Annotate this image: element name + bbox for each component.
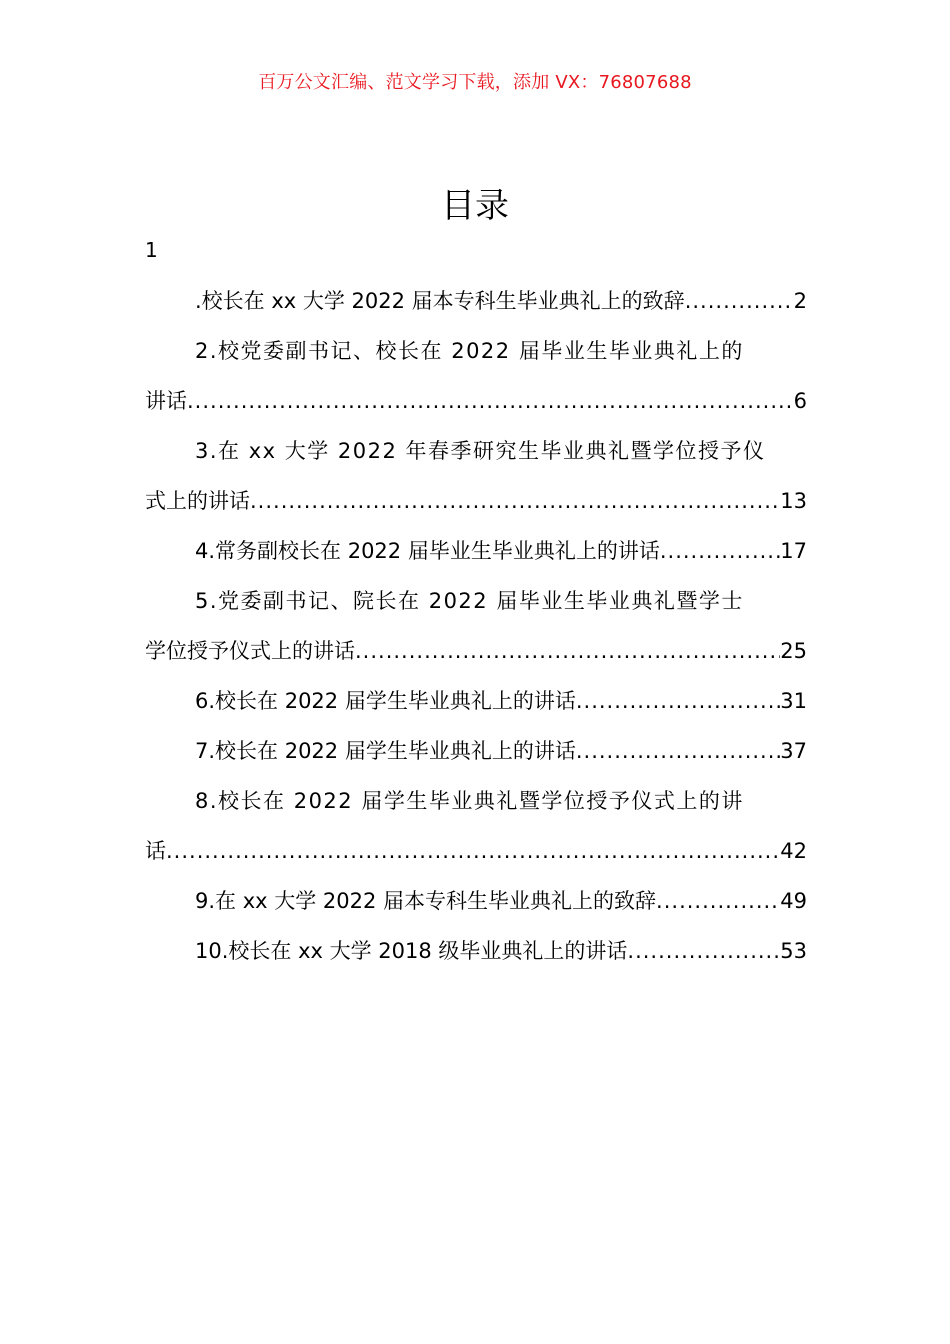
stray-number: 1 bbox=[145, 238, 158, 262]
toc-entry[interactable] bbox=[145, 726, 807, 776]
toc-page-number: 31 bbox=[780, 689, 807, 713]
toc-entry[interactable] bbox=[145, 926, 807, 976]
toc-line bbox=[145, 676, 807, 726]
toc-entry[interactable] bbox=[145, 426, 807, 526]
dot-leader bbox=[685, 276, 794, 326]
toc-entry-title: 4.常务副校长在 2022 届毕业生毕业典礼上的讲话 bbox=[195, 539, 660, 563]
toc-entry[interactable] bbox=[145, 876, 807, 926]
dot-leader bbox=[660, 526, 780, 576]
toc-entry-title: 讲话 bbox=[145, 389, 187, 413]
toc-line bbox=[145, 526, 807, 576]
toc-entry-title: 学位授予仪式上的讲话 bbox=[145, 639, 355, 663]
dot-leader bbox=[166, 826, 780, 876]
toc-entry-title: 9.在 xx 大学 2022 届本专科生毕业典礼上的致辞 bbox=[195, 889, 657, 913]
watermark-header: 百万公文汇编、范文学习下载，添加 VX：76807688 bbox=[258, 72, 692, 93]
toc-line bbox=[145, 376, 807, 426]
table-of-contents bbox=[145, 276, 807, 976]
toc-line bbox=[145, 776, 807, 826]
toc-entry-title: 3.在 xx 大学 2022 年春季研究生毕业典礼暨学位授予仪 bbox=[195, 439, 766, 463]
toc-line bbox=[145, 276, 807, 326]
dot-leader bbox=[250, 476, 780, 526]
page-title: 目录 bbox=[441, 186, 509, 226]
toc-line bbox=[145, 476, 807, 526]
toc-line bbox=[145, 626, 807, 676]
dot-leader bbox=[355, 626, 780, 676]
toc-line bbox=[145, 726, 807, 776]
toc-entry[interactable] bbox=[145, 326, 807, 426]
toc-entry-title: 8.校长在 2022 届学生毕业典礼暨学位授予仪式上的讲 bbox=[195, 789, 744, 813]
toc-entry-title: .校长在 xx 大学 2022 届本专科生毕业典礼上的致辞 bbox=[195, 289, 685, 313]
toc-page-number: 2 bbox=[793, 289, 807, 313]
toc-line bbox=[145, 426, 807, 476]
dot-leader bbox=[656, 876, 780, 926]
toc-page-number: 25 bbox=[780, 639, 807, 663]
toc-entry-title: 7.校长在 2022 届学生毕业典礼上的讲话 bbox=[195, 739, 576, 763]
toc-entry-title: 10.校长在 xx 大学 2018 级毕业典礼上的讲话 bbox=[195, 939, 628, 963]
toc-page-number: 17 bbox=[780, 539, 807, 563]
toc-line bbox=[145, 576, 807, 626]
toc-page-number: 42 bbox=[780, 839, 807, 863]
toc-entry-title: 话 bbox=[145, 839, 166, 863]
toc-page-number: 37 bbox=[780, 739, 807, 763]
toc-line bbox=[145, 326, 807, 376]
toc-entry-title: 2.校党委副书记、校长在 2022 届毕业生毕业典礼上的 bbox=[195, 339, 744, 363]
toc-page-number: 49 bbox=[780, 889, 807, 913]
toc-entry-title: 6.校长在 2022 届学生毕业典礼上的讲话 bbox=[195, 689, 576, 713]
dot-leader bbox=[576, 676, 780, 726]
toc-page-number: 53 bbox=[780, 939, 807, 963]
toc-line bbox=[145, 926, 807, 976]
toc-line bbox=[145, 876, 807, 926]
toc-line bbox=[145, 826, 807, 876]
toc-page-number: 6 bbox=[793, 389, 807, 413]
toc-entry-title: 式上的讲话 bbox=[145, 489, 250, 513]
toc-entry[interactable] bbox=[145, 776, 807, 876]
toc-entry[interactable] bbox=[145, 576, 807, 676]
dot-leader bbox=[627, 926, 780, 976]
toc-entry[interactable] bbox=[145, 676, 807, 726]
dot-leader bbox=[576, 726, 780, 776]
dot-leader bbox=[187, 376, 794, 426]
toc-entry[interactable] bbox=[145, 276, 807, 326]
toc-entry[interactable] bbox=[145, 526, 807, 576]
toc-entry-title: 5.党委副书记、院长在 2022 届毕业生毕业典礼暨学士 bbox=[195, 589, 744, 613]
toc-page-number: 13 bbox=[780, 489, 807, 513]
